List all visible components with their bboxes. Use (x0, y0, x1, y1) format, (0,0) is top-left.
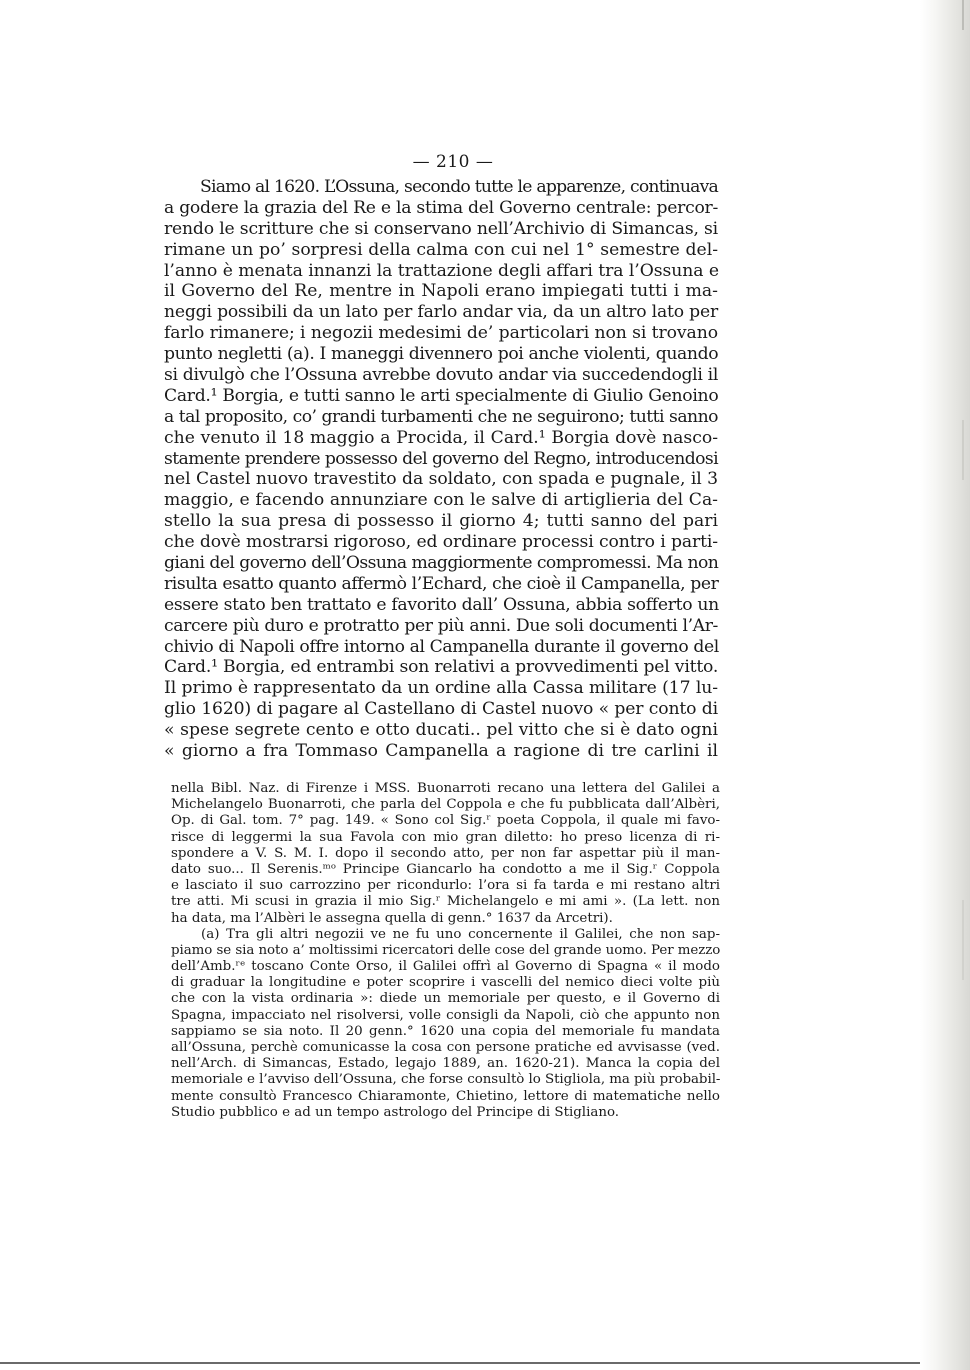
footnote-line: nell’Arch. di Simancas, Estado, legajo 1889, an. 1620-21). Manca la copia del (171, 1056, 720, 1072)
main-text-line: maggio, e facendo annunziare con le salve di artiglieria del Ca- (164, 490, 718, 511)
footnote-line: Op. di Gal. tom. 7° pag. 149. « Sono col Sig.ʳ poeta Coppola, il quale mi favo- (171, 813, 720, 829)
main-text-line: carcere più duro e protratto per più anni. Due soli documenti l’Ar- (164, 615, 718, 636)
footnote-line: Studio pubblico e ad un tempo astrologo del Principe di Stigliano. (171, 1104, 620, 1120)
main-text-line: Siamo al 1620. L’Ossuna, secondo tutte le apparenze, continuava (200, 177, 718, 197)
main-text-line: essere stato ben trattato e favorito dall’ Ossuna, abbia sofferto un (164, 594, 719, 615)
main-text-line: Card.¹ Borgia, e tutti sanno le arti specialmente di Giulio Genoino (164, 385, 719, 406)
main-text-line: Il primo è rappresentato da un ordine alla Cassa militare (17 lu- (164, 678, 718, 699)
main-text-line: rimane un po’ sorpresi della calma con cui nel 1° semestre del- (164, 239, 718, 260)
main-text-line: glio 1620) di pagare al Castellano di Castel nuovo « per conto di (164, 699, 718, 720)
main-text-line: « giorno a fra Tommaso Campanella a ragione di tre carlini il (164, 741, 718, 762)
footnote-line: (a) Tra gli altri negozii ve ne fu uno concernente il Galilei, che non sap- (201, 926, 720, 942)
footnote-line: di graduar la longitudine e poter scoprire i vascelli del nemico dieci volte più (171, 975, 720, 991)
footnote-line: Spagna, impacciato nel risolversi, volle consigli da Napoli, ciò che appunto non (171, 1007, 720, 1023)
main-text-line: punto negletti (a). I maneggi divennero poi anche violenti, quando (164, 344, 719, 365)
footnote-line: risce di leggermi la sua Favola con mio gran diletto: ho preso licenza di ri- (171, 829, 720, 845)
main-text-line: si divulgò che l’Ossuna avrebbe dovuto andar via succedendogli il (164, 365, 718, 386)
main-text-block (164, 177, 718, 762)
main-text-line: neggi possibili da un lato per farlo andar via, da un altro lato per (164, 302, 718, 323)
footnote-line: memoriale e l’avviso dell’Ossuna, che forse consultò lo Stigliola, ma più probabil- (171, 1072, 721, 1088)
main-text-line: stamente prendere possesso del governo del Regno, introducendosi (164, 448, 718, 469)
main-text-line: nel Castel nuovo travestito da soldato, con spada e pugnale, il 3 (164, 469, 718, 490)
main-text-line: l’anno è menata innanzi la trattazione degli affari tra l’Ossuna e (164, 260, 719, 281)
footnote-line: all’Ossuna, perchè comunicasse la cosa con persone pratiche ed avvisasse (ved. (171, 1040, 720, 1055)
main-text-line: stello la sua presa di possesso il giorno 4; tutti sanno del pari (164, 511, 718, 532)
main-text-line: che venuto il 18 maggio a Procida, il Card.¹ Borgia dovè nasco- (164, 427, 718, 448)
main-text-line: « spese segrete cento e otto ducati.. pel vitto che si è dato ogni (164, 720, 718, 741)
footnote-line: ha data, ma l’Albèri le assegna quella di genn.° 1637 da Arcetri). (171, 910, 613, 926)
footnote-line: tre atti. Mi scusi in grazia il mio Sig.ʳ Michelangelo e mi ami ». (La lett. non (171, 894, 720, 910)
main-text-line: a tal proposito, co’ grandi turbamenti che ne seguirono; tutti sanno (164, 406, 718, 427)
footnotes-block (171, 781, 720, 1121)
main-text-line: che dovè mostrarsi rigoroso, ed ordinare processi contro i parti- (164, 532, 719, 553)
footnote-line: che con la vista ordinaria »: diede un memoriale per questo, e il Governo di (171, 991, 720, 1007)
page-bottom-edge (0, 1362, 920, 1364)
footnote-line: nella Bibl. Naz. di Firenze i MSS. Buonarroti recano una lettera del Galilei a (171, 781, 720, 796)
footnote-line: e lasciato il suo carrozzino per ricondurlo: l’ora si fa tarda e mi restano altri (171, 878, 720, 894)
main-text-line: Card.¹ Borgia, ed entrambi son relativi a provvedimenti pel vitto. (164, 657, 719, 678)
footnote-line: dato suo... Il Serenis.ᵐᵒ Principe Giancarlo ha condotto a me il Sig.ʳ Coppola (171, 861, 720, 877)
page-number: — 210 — (412, 152, 494, 172)
main-text-line: rendo le scritture che si conservano nell’Archivio di Simancas, si (164, 218, 718, 239)
footnote-line: sappiamo se sia noto. Il 20 genn.° 1620 una copia del memoriale fu mandata (171, 1023, 720, 1039)
footnote-line: Michelangelo Buonarroti, che parla del Coppola e che fu pubblicata dall’Albèri, (171, 797, 720, 813)
footnote-line: mente consultò Francesco Chiaramonte, Chietino, lettore di matematiche nello (171, 1088, 720, 1104)
main-text-line: a godere la grazia del Re e la stima del Governo centrale: percor- (164, 197, 718, 218)
footnote-line: spondere a V. S. M. I. dopo il secondo atto, per non far aspettar più il man- (171, 845, 720, 861)
page-edge-shadow (920, 0, 970, 1370)
main-text-line: giani del governo dell’Ossuna maggiormente compromessi. Ma non (164, 553, 719, 574)
main-text-line: chivio di Napoli offre intorno al Campanella durante il governo del (164, 636, 719, 657)
footnote-line: piamo se sia noto a’ moltissimi ricercatori delle cose del grande uomo. Per mezzo (171, 942, 721, 958)
main-text-line: risulta esatto quanto affermò l’Echard, che cioè il Campanella, per (164, 573, 719, 594)
main-text-line: farlo rimanere; i negozii medesimi de’ particolari non si trovano (164, 323, 718, 344)
footnote-line: dell’Amb.ʳᵉ toscano Conte Orso, il Galilei offrì al Governo di Spagna « il modo (171, 959, 720, 975)
main-text-line: il Governo del Re, mentre in Napoli erano impiegati tutti i ma- (164, 281, 718, 302)
